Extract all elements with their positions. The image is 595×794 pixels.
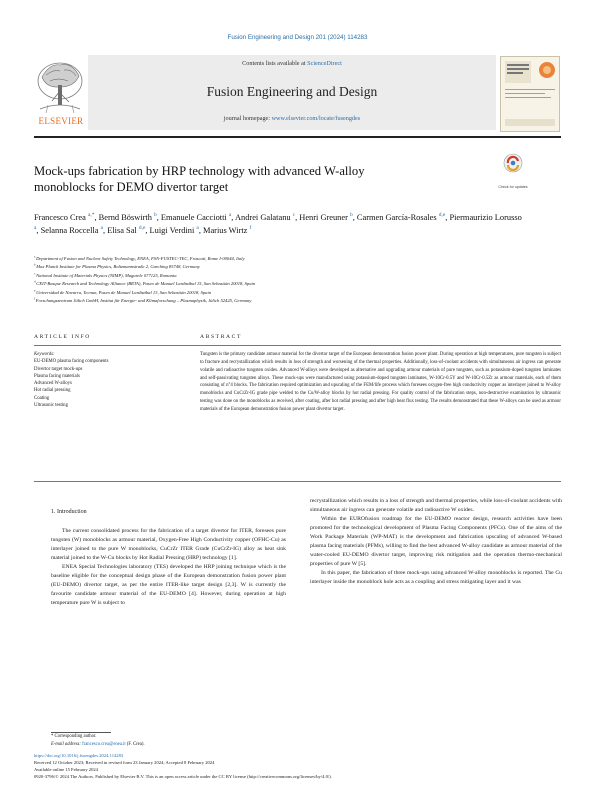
author-affiliation-marker[interactable]: d,e bbox=[138, 225, 146, 232]
keywords-items bbox=[34, 358, 184, 409]
author-affiliation-marker[interactable]: c bbox=[292, 212, 296, 219]
author-email-link[interactable]: francesco.crea@enea.it bbox=[82, 741, 126, 747]
author-affiliation-marker[interactable]: d,e bbox=[438, 212, 446, 219]
keyword-item: Advanced W-alloys bbox=[34, 381, 72, 387]
author-name[interactable]: Emanuele Cacciotti $^a$ bbox=[160, 212, 232, 222]
author-separator: , bbox=[198, 226, 203, 236]
affiliation-text: Max Planck Institute for Plasma Physics, Boltzmannstraße 2, Garching 85748, Germany bbox=[36, 264, 200, 270]
email-suffix: (F. Crea). bbox=[125, 741, 145, 747]
author-affiliation-marker[interactable]: b bbox=[154, 212, 157, 219]
affiliation-text: CEIT-Basque Research and Technology Alliance (BRTA), Paseo de Manuel Lardizábal 15, San Sebastián 20018, Spain bbox=[36, 281, 256, 287]
author-name[interactable]: Carmen García-Rosales $^{d,e}$ bbox=[356, 212, 446, 222]
keywords-block bbox=[34, 351, 184, 409]
email-line bbox=[51, 741, 301, 749]
license-statement: 0920-3796/© 2024 The Authors. Published by Elsevier B.V. This is an open access article under the CC BY license (http://creativecommons.org/licenses/by/4.0/). bbox=[34, 773, 332, 779]
introduction-heading: 1. Introduction bbox=[51, 509, 87, 515]
homepage-line bbox=[88, 115, 496, 122]
corresponding-author-note bbox=[51, 733, 301, 748]
abstract-text: Tungsten is the primary candidate armour material for the divertor target of the European demonstration fusion power plant. During operation at high temperatures, pure tungsten is subject to fracture and recrystallization which results in loss of strength and worsening of the thermal properties. Additionally, loss-of-coolant accidents with simultaneous air ingress can generate volatile and radioactive tungsten oxides. Advanced W-alloys were developed as alternative and upgrading armour materials of pure tungsten, such as potassium-doped tungsten laminates and self-passivating tungsten alloys. These mock-ups were manufactured using potassium-doped tungsten laminates, W-10Cr-0.5Y and W-10Cr-0.5Zr as armour materials, each of them consisting of n°4 blocks. The fabrication required optimization and upscaling of the FEM/life process which foresees oxygen-free high conductivity copper as interlayer joined to W-alloy monoblocks and CuCrZr-IG grade pipe welded to the Cu/W-alloy blocks by hot radial pressing. For quality control of the fabrication steps, non-destructive examination by ultrasonic testing was done on the monoblocks as received, after coating, after hot radial pressing and after high heat flux testing. The results demonstrated that these W-alloys can be used as armour materials of the European demonstration fusion power plant divertor target. bbox=[200, 352, 561, 412]
check-for-updates-label[interactable]: Check for updates bbox=[498, 185, 528, 189]
affiliation-item bbox=[34, 263, 561, 271]
contents-prefix: Contents lists available at bbox=[242, 60, 308, 67]
body-paragraph: Within the EUROfusion roadmap for the EU-DEMO reactor design, research activities have been promoted for the technological development of Plasma Facing Components (PFCs). One of the aims of the Work Package Materials (WP-MAT) is the development and fabrication upscaling of advanced W-based plasma facing materials (PFMs), willing to find the best advanced W-alloy candidate as armour material of the water-cooled EU-DEMO divertor target, improving risk mitigation and the operation thermo-mechanical properties of pure W [5]. bbox=[310, 515, 562, 567]
author-affiliation-marker[interactable]: a bbox=[196, 225, 199, 232]
author-name[interactable]: Elisa Sal $^{d,e}$ bbox=[107, 225, 146, 236]
affiliation-marker: f bbox=[34, 296, 36, 301]
body-column-right bbox=[310, 497, 562, 587]
author-separator: , bbox=[36, 226, 41, 236]
affiliation-text: Forschungszentrum Jülich GmbH, Institut für Energie- und Klimaforschung – Plasmaphysik, Jülich 52425, Germany bbox=[35, 298, 252, 304]
body-paragraph: The current consolidated process for the fabrication of a target divertor for ITER, foresees pure tungsten (W) monoblocks as armour material, Oxygen-Free High Conductivity copper (OFHC-Cu) as interlayer joined to the pure W monoblocks, CuCrZr ITER Grade (CuCrZr-IG) alloy as heat sink material joined to the W-Cu blocks by Hot Radial Pressing (HRP) technology [1]. bbox=[51, 528, 286, 561]
author-name[interactable]: Piermaurizio Lorusso $^a$ bbox=[34, 213, 522, 232]
email-label: E-mail address: bbox=[51, 741, 83, 747]
author-affiliation-marker[interactable]: a bbox=[228, 212, 232, 219]
affiliation-marker: d bbox=[34, 279, 37, 284]
affiliation-item bbox=[34, 272, 561, 280]
affiliation-marker: a bbox=[34, 254, 37, 259]
header-divider bbox=[34, 136, 561, 138]
author-affiliation-marker[interactable]: b bbox=[349, 212, 353, 219]
journal-cover-image bbox=[500, 56, 560, 132]
author-name[interactable]: Luigi Verdini $^a$ bbox=[149, 225, 199, 236]
author-separator: , bbox=[445, 213, 450, 222]
author-name[interactable]: Bernd Böswirth $^b$ bbox=[98, 212, 157, 222]
article-title bbox=[34, 163, 474, 195]
keyword-item: Divertor target mock-ups bbox=[34, 366, 83, 372]
article-info-divider bbox=[34, 345, 561, 346]
author-affiliation-marker[interactable]: a bbox=[100, 225, 104, 232]
abstract-divider bbox=[34, 481, 561, 482]
author-affiliation-marker[interactable]: f bbox=[249, 225, 252, 232]
body-paragraph: In this paper, the fabrication of three mock-ups using advanced W-alloy monoblocks is reported. The Cu interlayer inside the monoblock hole acts as a coupling and stress mitigating layer and it was bbox=[310, 569, 562, 585]
body-paragraph: ENEA Special Technologies laboratory (TES) developed the HRP joining technique which is the baseline eligible for the conceptual design phase of the European demonstration fusion power plant (EU-DEMO) divertor target, as per the entire ITER-like target design [2,3]. W is currently the favourite candidate armour material of the EU-DEMO [4]. However, during operation at high temperature pure W is subject to bbox=[51, 563, 286, 606]
available-online-date: Available online 15 February 2024 bbox=[34, 766, 98, 772]
affiliation-list bbox=[34, 255, 561, 305]
body-paragraph: recrystallization which results in a loss of strength and thermal properties, while loss-of-coolant accidents with simultaneous air ingress can generate volatile and radioactive W oxides. bbox=[310, 498, 562, 513]
author-separator: , bbox=[145, 226, 150, 236]
affiliation-marker: e bbox=[34, 288, 37, 293]
body-column-left bbox=[51, 509, 286, 608]
keywords-label: Keywords: bbox=[34, 352, 55, 357]
affiliation-text: National Institute of Materials Physics (NIMP), Magurele 077125, Romania bbox=[36, 272, 177, 278]
affiliation-item bbox=[34, 255, 561, 263]
affiliation-item bbox=[34, 297, 561, 305]
publication-info bbox=[34, 753, 561, 781]
author-name[interactable]: Andrei Galatanu $^c$ bbox=[234, 212, 296, 222]
abstract-heading: ABSTRACT bbox=[200, 334, 243, 340]
affiliation-item bbox=[34, 289, 561, 297]
keyword-item: Plasma facing materials bbox=[34, 373, 80, 379]
author-separator: , bbox=[231, 213, 235, 222]
affiliation-marker: c bbox=[34, 271, 37, 276]
homepage-link[interactable]: www.elsevier.com/locate/fusengdes bbox=[271, 115, 361, 122]
affiliation-text: Department of Fusion and Nuclear Safety Technology, ENEA, FSN-FUSTEC-TEC, Frascati, Rome I-00044, Italy bbox=[36, 256, 245, 261]
author-name[interactable]: Francesco Crea $^{a,*}$ bbox=[34, 212, 95, 222]
author-list bbox=[34, 211, 524, 238]
author-affiliation-marker[interactable]: a,* bbox=[87, 212, 95, 219]
journal-title: Fusion Engineering and Design bbox=[206, 84, 378, 99]
author-separator: , bbox=[352, 213, 357, 222]
author-name[interactable]: Selanna Roccella $^a$ bbox=[40, 225, 104, 236]
article-info-heading: ARTICLE INFO bbox=[34, 334, 91, 340]
author-name[interactable]: Henri Greuner $^b$ bbox=[299, 212, 353, 222]
author-separator: , bbox=[94, 213, 99, 222]
sciencedirect-link[interactable]: ScienceDirect bbox=[307, 60, 342, 67]
keyword-item: EU-DEMO plasma facing components bbox=[34, 359, 109, 365]
keyword-item: Hot radial pressing bbox=[34, 388, 71, 394]
corresponding-author-label: * Corresponding author. bbox=[51, 734, 97, 739]
keyword-item: Ultrasonic testing bbox=[34, 403, 68, 409]
contents-line bbox=[88, 60, 496, 67]
article-title-line-1: Mock-ups fabrication by HRP technology with advanced W-alloy bbox=[34, 164, 365, 178]
elsevier-tree-logo-icon bbox=[34, 57, 86, 115]
author-separator: , bbox=[295, 213, 300, 222]
author-name[interactable]: Marius Wirtz $^f$ bbox=[203, 225, 252, 236]
affiliation-marker: b bbox=[34, 262, 37, 267]
homepage-prefix: journal homepage: bbox=[223, 115, 272, 122]
affiliation-item bbox=[34, 280, 561, 288]
received-dates: Received 12 October 2023; Received in revised form 23 January 2024; Accepted 8 February 2024 bbox=[34, 759, 215, 765]
author-separator: , bbox=[156, 213, 161, 222]
check-for-updates-icon[interactable] bbox=[500, 152, 526, 184]
author-separator: , bbox=[103, 226, 108, 236]
publisher-name: ELSEVIER bbox=[38, 116, 84, 126]
journal-citation[interactable]: Fusion Engineering and Design 201 (2024) 114283 bbox=[227, 34, 368, 41]
author-affiliation-marker[interactable]: a bbox=[34, 225, 37, 232]
doi-link[interactable]: https://doi.org/10.1016/j.fusengdes.2024.114283 bbox=[34, 753, 124, 758]
keyword-item: Coating bbox=[34, 395, 50, 401]
affiliation-text: Universidad de Navarra, Tecnun, Paseo de Manuel Lardizábal 13, San Sebastián 20018, Spain bbox=[36, 289, 212, 295]
article-title-line-2: monoblocks for DEMO divertor target bbox=[34, 180, 229, 194]
